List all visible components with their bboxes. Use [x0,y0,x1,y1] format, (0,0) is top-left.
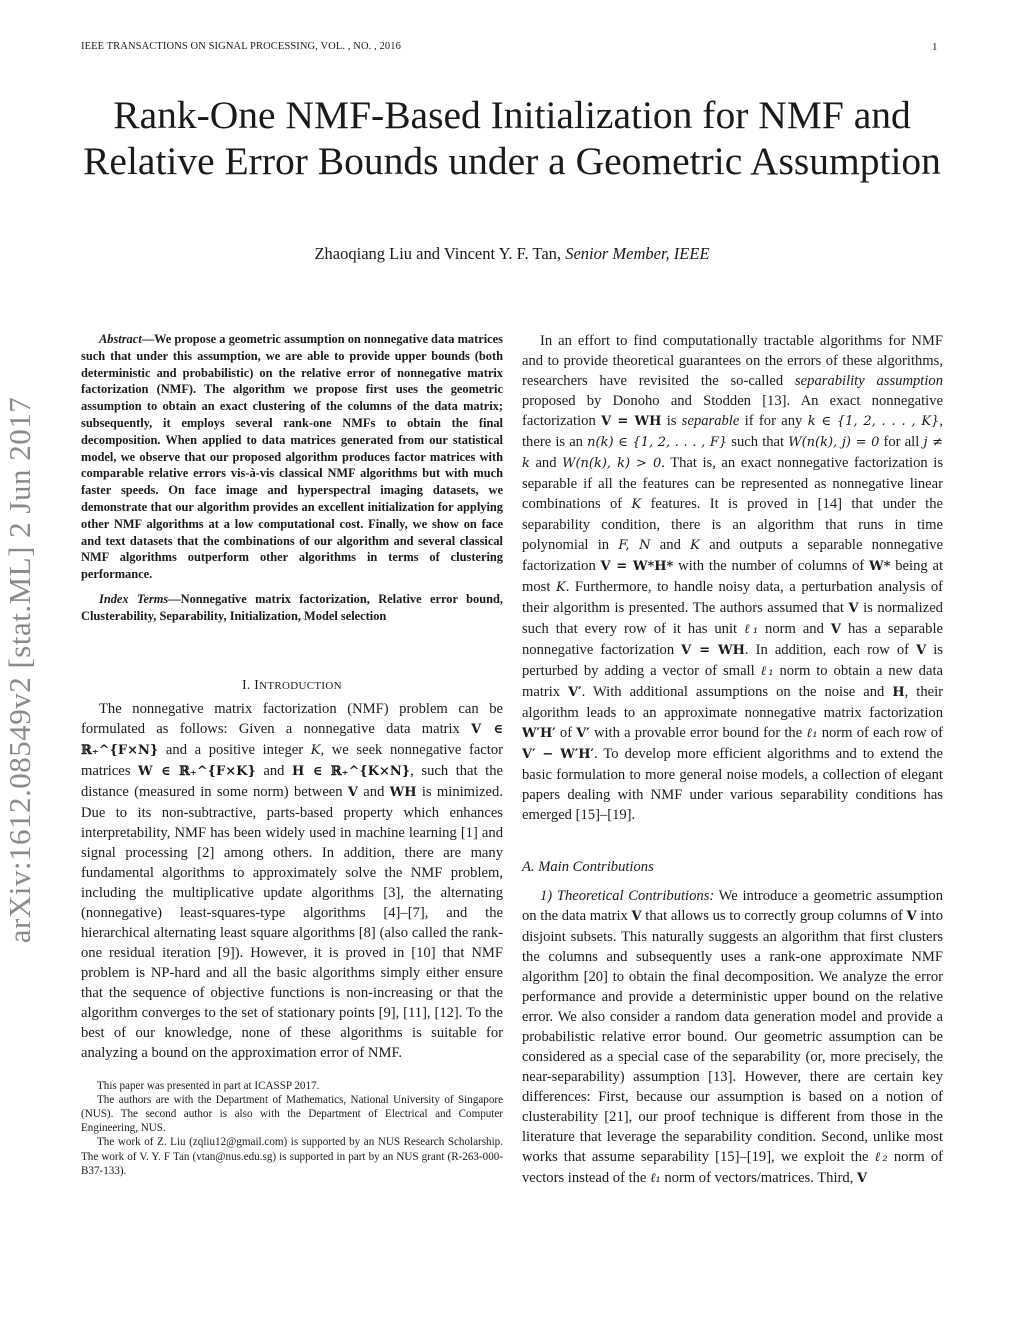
index-terms-label: Index Terms [99,591,169,606]
right-column [522,331,943,1189]
section-heading-introduction [81,677,503,693]
arxiv-stamp-text: arXiv:1612.08549v2 [stat.ML] 2 Jun 2017 [2,396,37,944]
subsubsection-lead: 1) Theoretical Contributions: [540,888,715,904]
contributions-paragraph: 1) Theoretical Contributions: We introduce a geometric assumption on the data matrix V that allows us to correctly group columns of V into disjoint subsets. This naturally suggests an algorithm that first clusters the columns and subsequently uses a rank-one approximate NMF algorithm [20] to obtain the final decomposition. We analyze the error performance and provide a deterministic upper bound on the relative error. We also consider a random data generation model and provide a probabilistic relative error bound. Our geometric assumption can be considered as a special case of the separability (or, more precisely, the near-separability) assumption [13]. However, there are certain key differences: First, because our assumption is based on a notion of clusterability [21], our proof technique is different from those in the literature that leverage the separability condition. Second, unlike most works that assume separability [15]–[19], we exploit the ℓ₂ norm of vectors instead of the ℓ₁ norm of vectors/matrices. Third, V [522,888,944,1186]
arxiv-stamp [0,360,40,980]
section-numeral: I. I [242,676,260,692]
intro-paragraph: The nonnegative matrix factorization (NMF) problem can be formulated as follows: Given a nonnegative data matrix V ∈ ℝ₊^{F×N} and a positive integer K, we seek nonnegative factor matrices W ∈ ℝ₊^{F×K} and H ∈ ℝ₊^{K×N}, such that the distance (measured in some norm) between V and WH is minimized. Due to its non-subtractive, parts-based property which enhances interpretability, NMF has been widely used in machine learning [1] and signal processing [2] among others. In addition, there are many fundamental algorithms to approximately solve the NMF problem, including the multiplicative update algorithms [3], the alternating (nonnegative) least-squares-type algorithms [4]–[7], and the hierarchical alternating least square algorithms [8] (also called the rank-one residual iteration [9]). However, it is proved in [10] that NMF problem is NP-hard and all the basic algorithms simply either ensure that the sequence of objective functions is non-increasing or that the algorithm converges to the set of stationary points [9], [11], [12]. To the best of our knowledge, none of these algorithms is suitable for analyzing a bound on the approximation error of NMF. [81,700,503,1061]
footnote: This paper was presented in part at ICASSP 2017. [97,1079,320,1092]
section-heading-rest: NTRODUCTION [259,679,342,692]
running-head: IEEE TRANSACTIONS ON SIGNAL PROCESSING, VOL. , NO. , 2016 [81,41,401,52]
subsection-heading-main-contributions: A. Main Contributions [522,859,654,875]
footnote: The authors are with the Department of Mathematics, National University of Singapore (NUS). The second author is also with the Department of Electrical and Computer Engineering, NUS. [81,1093,503,1135]
author-line [82,244,942,264]
abstract-text: —We propose a geometric assumption on nonnegative data matrices such that under this assumption, we are able to provide upper bounds (both deterministic and probabilistic) on the relative error of nonnegative matrix factorization (NMF). The algorithm we propose first uses the geometric assumption to obtain an exact clustering of the columns of the data matrix; subsequently, it employs several rank-one NMFs to obtain the final decomposition. When applied to data matrices generated from our statistical model, we observe that our proposed algorithm produces factor matrices with comparable relative errors vis-à-vis classical NMF algorithms but with much faster speeds. On face image and hyperspectral imaging datasets, we demonstrate that our algorithm provides an excellent initialization for applying other NMF algorithms at a low computational cost. Finally, we show on face and text datasets that the combinations of our algorithm and several classical NMF algorithms outperform other algorithms in terms of clustering performance. [81,332,503,582]
author-names: Zhaoqiang Liu and Vincent Y. F. Tan, [314,244,562,263]
abstract [81,331,503,583]
paper-title: Rank-One NMF-Based Initialization for NMF and Relative Error Bounds under a Geometric Assumption [83,93,941,183]
footnote: The work of Z. Liu (zqliu12@gmail.com) is supported by an NUS Research Scholarship. The work of V. Y. F Tan (vtan@nus.edu.sg) is supported in part by an NUS grant (R-263-000-B37-133). [81,1136,503,1177]
page-number: 1 [932,41,938,53]
index-terms [81,591,503,625]
footnotes [81,1079,503,1178]
index-terms-text: —Nonnegative matrix factorization, Relative error bound, Clusterability, Separability, Initialization, Model selection [81,591,503,623]
separability-paragraph: In an effort to find computationally tractable algorithms for NMF and to provide theoretical guarantees on the errors of these algorithms, researchers have revisited the so-called separability assumption proposed by Donoho and Stodden [13]. An exact nonnegative factorization V = WH is separable if for any k ∈ {1, 2, . . . , K}, there is an n(k) ∈ {1, 2, . . . , F} such that W(n(k), j) = 0 for all j ≠ k and W(n(k), k) > 0. That is, an exact nonnegative factorization is separable if all the features can be represented as nonnegative linear combinations of K features. It is proved in [14] that under the separability condition, there is an algorithm that runs in time polynomial in F, N and K and outputs a separable nonnegative factorization V = W*H* with the number of columns of W* being at most K. Furthermore, to handle noisy data, a perturbation analysis of their algorithm is presented. The authors assumed that V is normalized such that every row of it has unit ℓ₁ norm and V has a separable nonnegative factorization V = WH. In addition, each row of V is perturbed by adding a vector of small ℓ₁ norm to obtain a new data matrix V′. With additional assumptions on the noise and H, their algorithm leads to an approximate nonnegative matrix factorization W′H′ of V′ with a provable error bound for the ℓ₁ norm of each row of V′ − W′H′. To develop more efficient algorithms and to extend the basic formulation to more general noise models, a collection of elegant papers dealing with NMF under various separability conditions has emerged [15]–[19]. [522,333,944,823]
author-role: Senior Member, IEEE [565,244,710,263]
abstract-label: Abstract [99,332,142,346]
left-column [81,331,503,1178]
